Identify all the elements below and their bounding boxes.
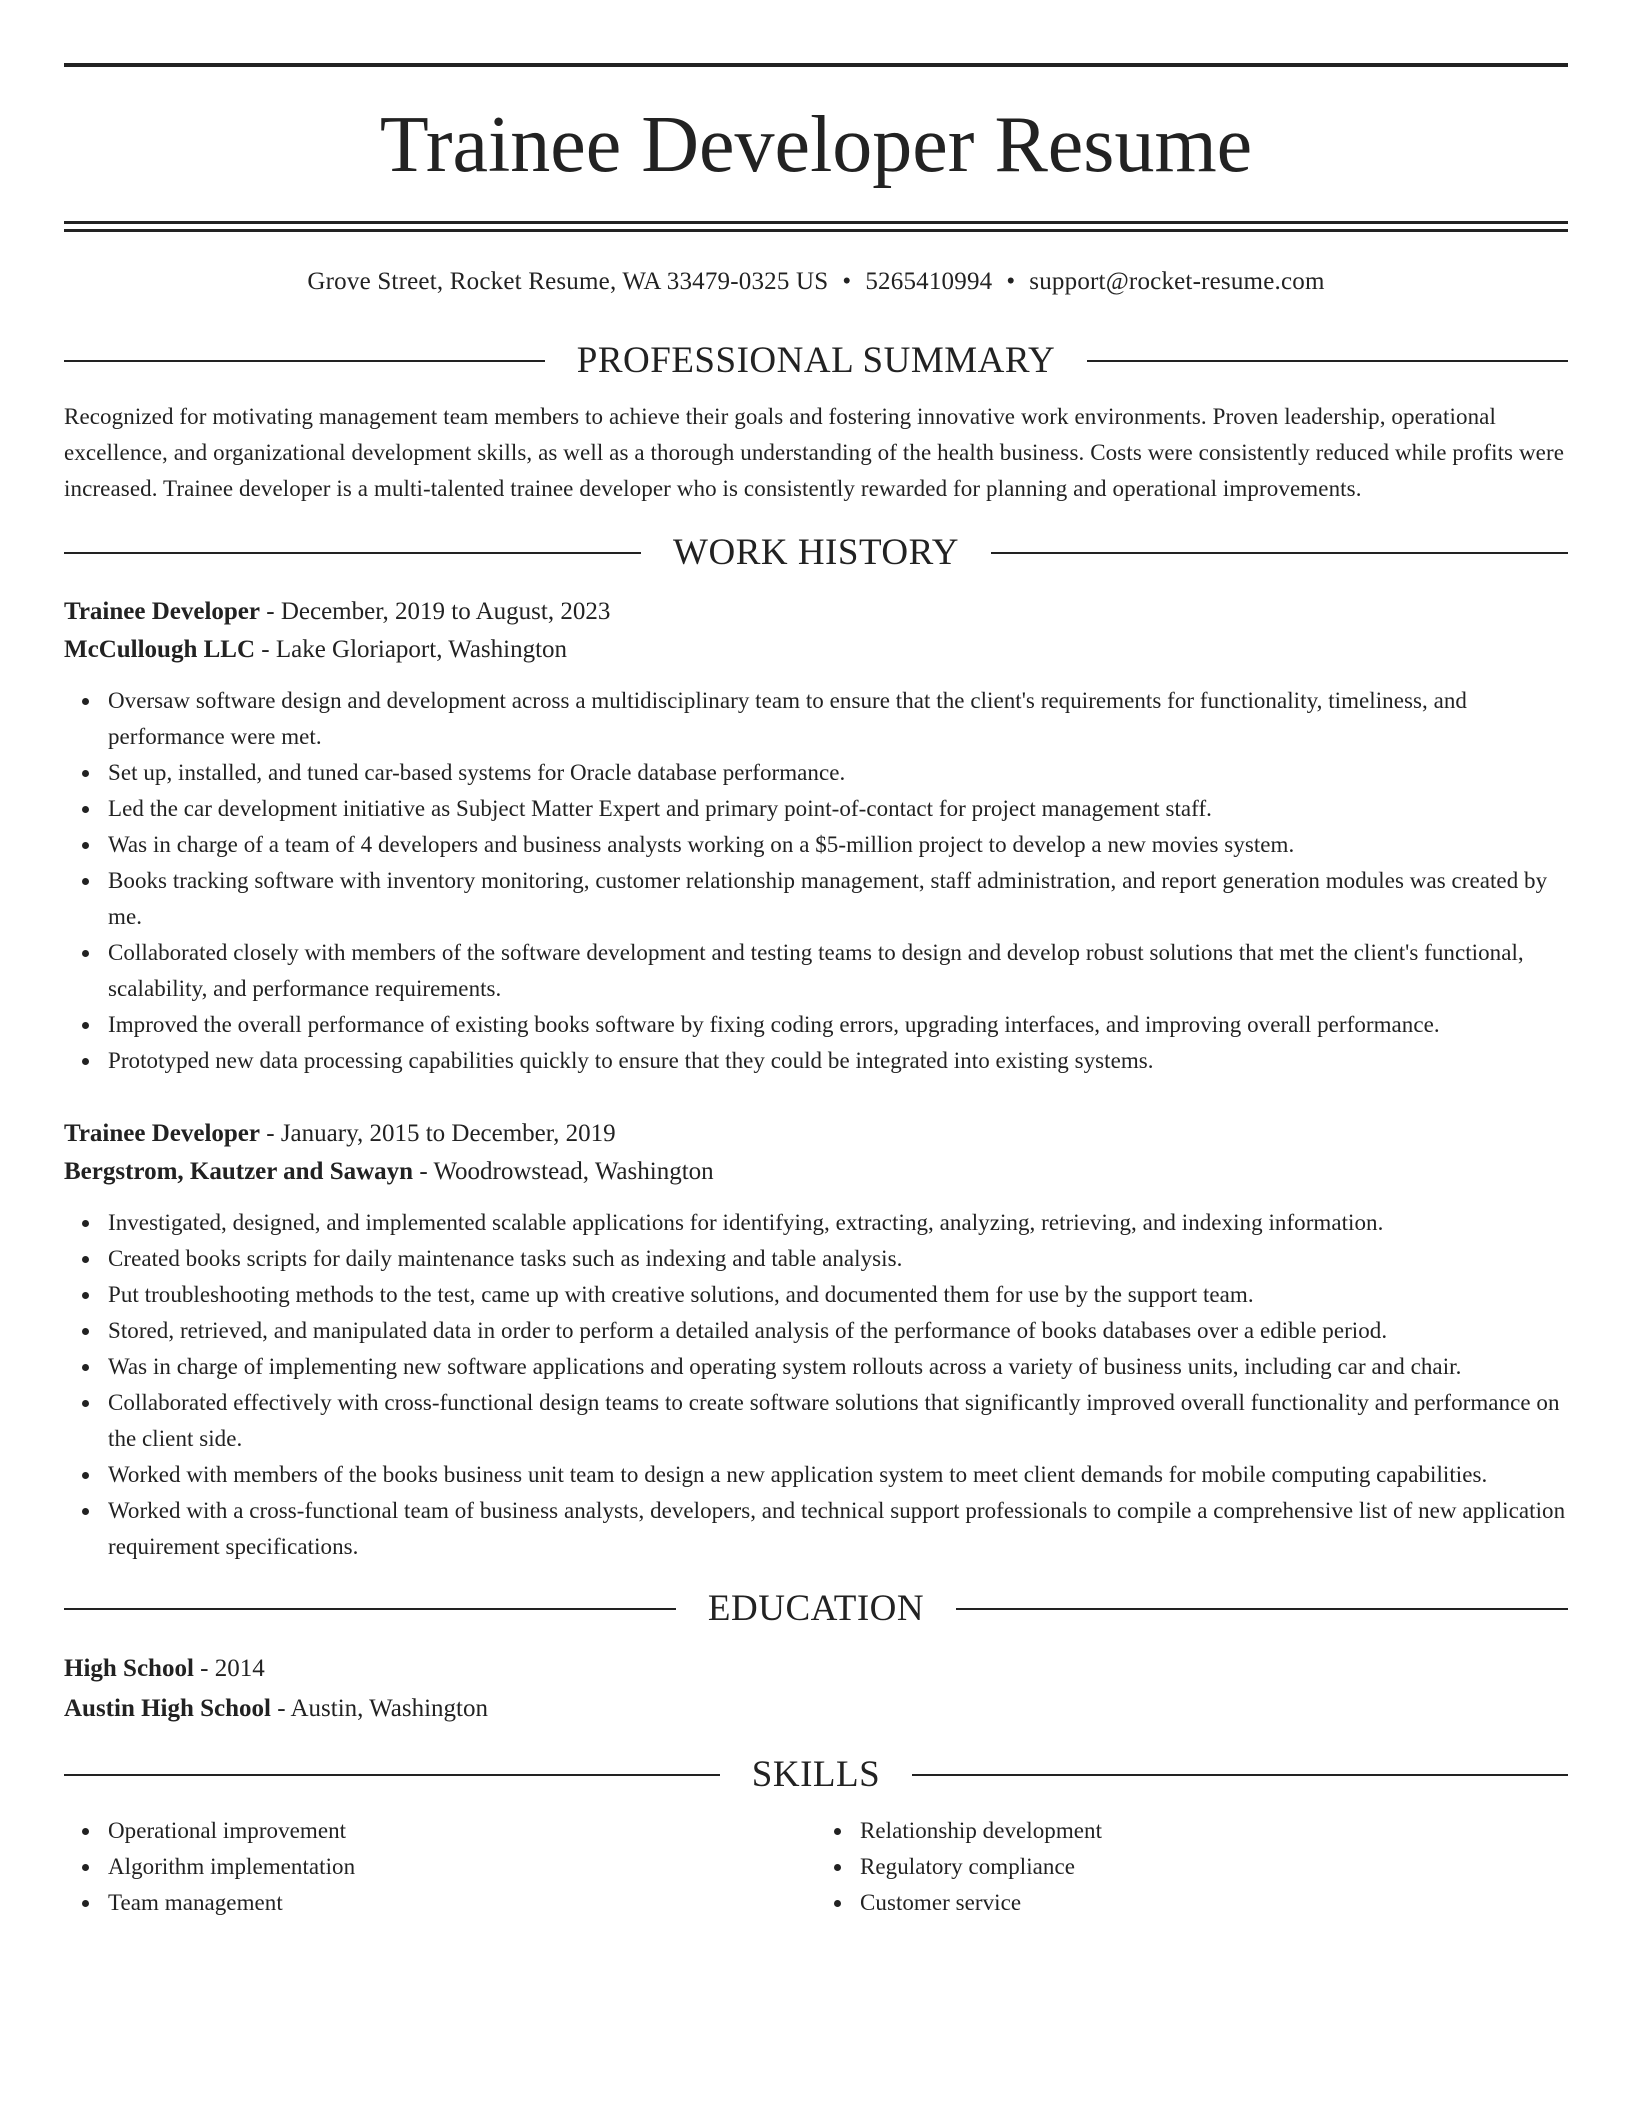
list-item: Worked with members of the books business unit team to design a new application system to meet client demands for mobile computing capabilities. (108, 1457, 1568, 1493)
contact-line (64, 267, 1568, 297)
skill-item: Regulatory compliance (860, 1849, 1568, 1885)
job-title-line (64, 1115, 1568, 1153)
education-school-line (64, 1689, 1568, 1729)
divider (1087, 360, 1568, 362)
job-company: Bergstrom, Kautzer and Sawayn (64, 1158, 414, 1185)
contact-phone: 5265410994 (865, 268, 993, 295)
education-year: - 2014 (200, 1655, 265, 1682)
divider (956, 1608, 1568, 1610)
divider (64, 552, 641, 554)
list-item: Was in charge of a team of 4 developers and business analysts working on a $5-million project to develop a new movies system. (108, 827, 1568, 863)
section-heading-work (64, 531, 1568, 575)
job-title: Trainee Developer (64, 1120, 260, 1147)
top-rule (64, 63, 1568, 67)
education-degree-line (64, 1649, 1568, 1689)
list-item: Oversaw software design and development across a multidisciplinary team to ensure that the client's requirements for functionality, timeliness, and performance were met. (108, 683, 1568, 755)
education-location: - Austin, Washington (277, 1695, 488, 1722)
divider (64, 1774, 720, 1776)
contact-separator: • (1006, 268, 1016, 295)
job-location: - Woodrowstead, Washington (419, 1158, 714, 1185)
list-item: Improved the overall performance of existing books software by fixing coding errors, upgrading interfaces, and improving overall performance. (108, 1007, 1568, 1043)
job-location: - Lake Gloriaport, Washington (261, 636, 568, 663)
skills-column-left (64, 1813, 816, 1921)
education-degree: High School (64, 1655, 194, 1682)
job-bullets (64, 683, 1568, 1079)
job-bullets (64, 1205, 1568, 1565)
list-item: Created books scripts for daily maintenance tasks such as indexing and table analysis. (108, 1241, 1568, 1277)
contact-email: support@rocket-resume.com (1029, 268, 1325, 295)
job-entry (64, 593, 1568, 1079)
section-heading-education (64, 1587, 1568, 1631)
divider (64, 1608, 676, 1610)
divider (64, 360, 545, 362)
list-item: Put troubleshooting methods to the test, came up with creative solutions, and documented them for use by the support team. (108, 1277, 1568, 1313)
skills-column-right (816, 1813, 1568, 1921)
list-item: Investigated, designed, and implemented scalable applications for identifying, extracting, analyzing, retrieving, and indexing information. (108, 1205, 1568, 1241)
list-item: Set up, installed, and tuned car-based systems for Oracle database performance. (108, 755, 1568, 791)
list-item: Collaborated closely with members of the software development and testing teams to design and develop robust solutions that met the client's functional, scalability, and performance requirements. (108, 935, 1568, 1007)
section-title: SKILLS (751, 1754, 881, 1795)
list-item: Books tracking software with inventory monitoring, customer relationship management, staff administration, and report generation modules was created by me. (108, 863, 1568, 935)
list-item: Stored, retrieved, and manipulated data in order to perform a detailed analysis of the performance of books databases over a edible period. (108, 1313, 1568, 1349)
job-company-line (64, 631, 1568, 669)
education-entry (64, 1649, 1568, 1729)
resume-page (64, 63, 1568, 1921)
divider (991, 552, 1568, 554)
job-title: Trainee Developer (64, 598, 260, 625)
contact-address: Grove Street, Rocket Resume, WA 33479-0325 US (307, 268, 829, 295)
skill-item: Team management (108, 1885, 816, 1921)
list-item: Prototyped new data processing capabilities quickly to ensure that they could be integrated into existing systems. (108, 1043, 1568, 1079)
education-school: Austin High School (64, 1695, 272, 1722)
list-item: Worked with a cross-functional team of business analysts, developers, and technical support professionals to compile a comprehensive list of new application requirement specifications. (108, 1493, 1568, 1565)
job-dates: - January, 2015 to December, 2019 (266, 1120, 616, 1147)
section-title: WORK HISTORY (673, 532, 959, 573)
divider (912, 1774, 1568, 1776)
job-company: McCullough LLC (64, 636, 256, 663)
skills-list (64, 1813, 1568, 1921)
skill-item: Relationship development (860, 1813, 1568, 1849)
list-item: Led the car development initiative as Subject Matter Expert and primary point-of-contact for project management staff. (108, 791, 1568, 827)
title-double-rule (64, 221, 1568, 232)
section-title: PROFESSIONAL SUMMARY (576, 340, 1056, 381)
skill-item: Operational improvement (108, 1813, 816, 1849)
list-item: Collaborated effectively with cross-functional design teams to create software solutions that significantly improved overall functionality and performance on the client side. (108, 1385, 1568, 1457)
section-heading-skills (64, 1753, 1568, 1797)
skill-item: Algorithm implementation (108, 1849, 816, 1885)
list-item: Was in charge of implementing new software applications and operating system rollouts across a variety of business units, including car and chair. (108, 1349, 1568, 1385)
job-dates: - December, 2019 to August, 2023 (266, 598, 611, 625)
job-title-line (64, 593, 1568, 631)
page-title: Trainee Developer Resume (379, 101, 1253, 189)
job-company-line (64, 1153, 1568, 1191)
job-entry (64, 1115, 1568, 1565)
section-heading-summary (64, 339, 1568, 383)
contact-separator: • (842, 268, 852, 295)
skill-item: Customer service (860, 1885, 1568, 1921)
summary-text: Recognized for motivating management team members to achieve their goals and fostering innovative work environments. Proven leadership, operational excellence, and organizational development skills, as well as a thorough understanding of the health business. Costs were consistently reduced while profits were increased. Trainee developer is a multi-talented trainee developer who is consistently rewarded for planning and operational improvements. (64, 404, 1565, 501)
section-title: EDUCATION (707, 1588, 925, 1629)
